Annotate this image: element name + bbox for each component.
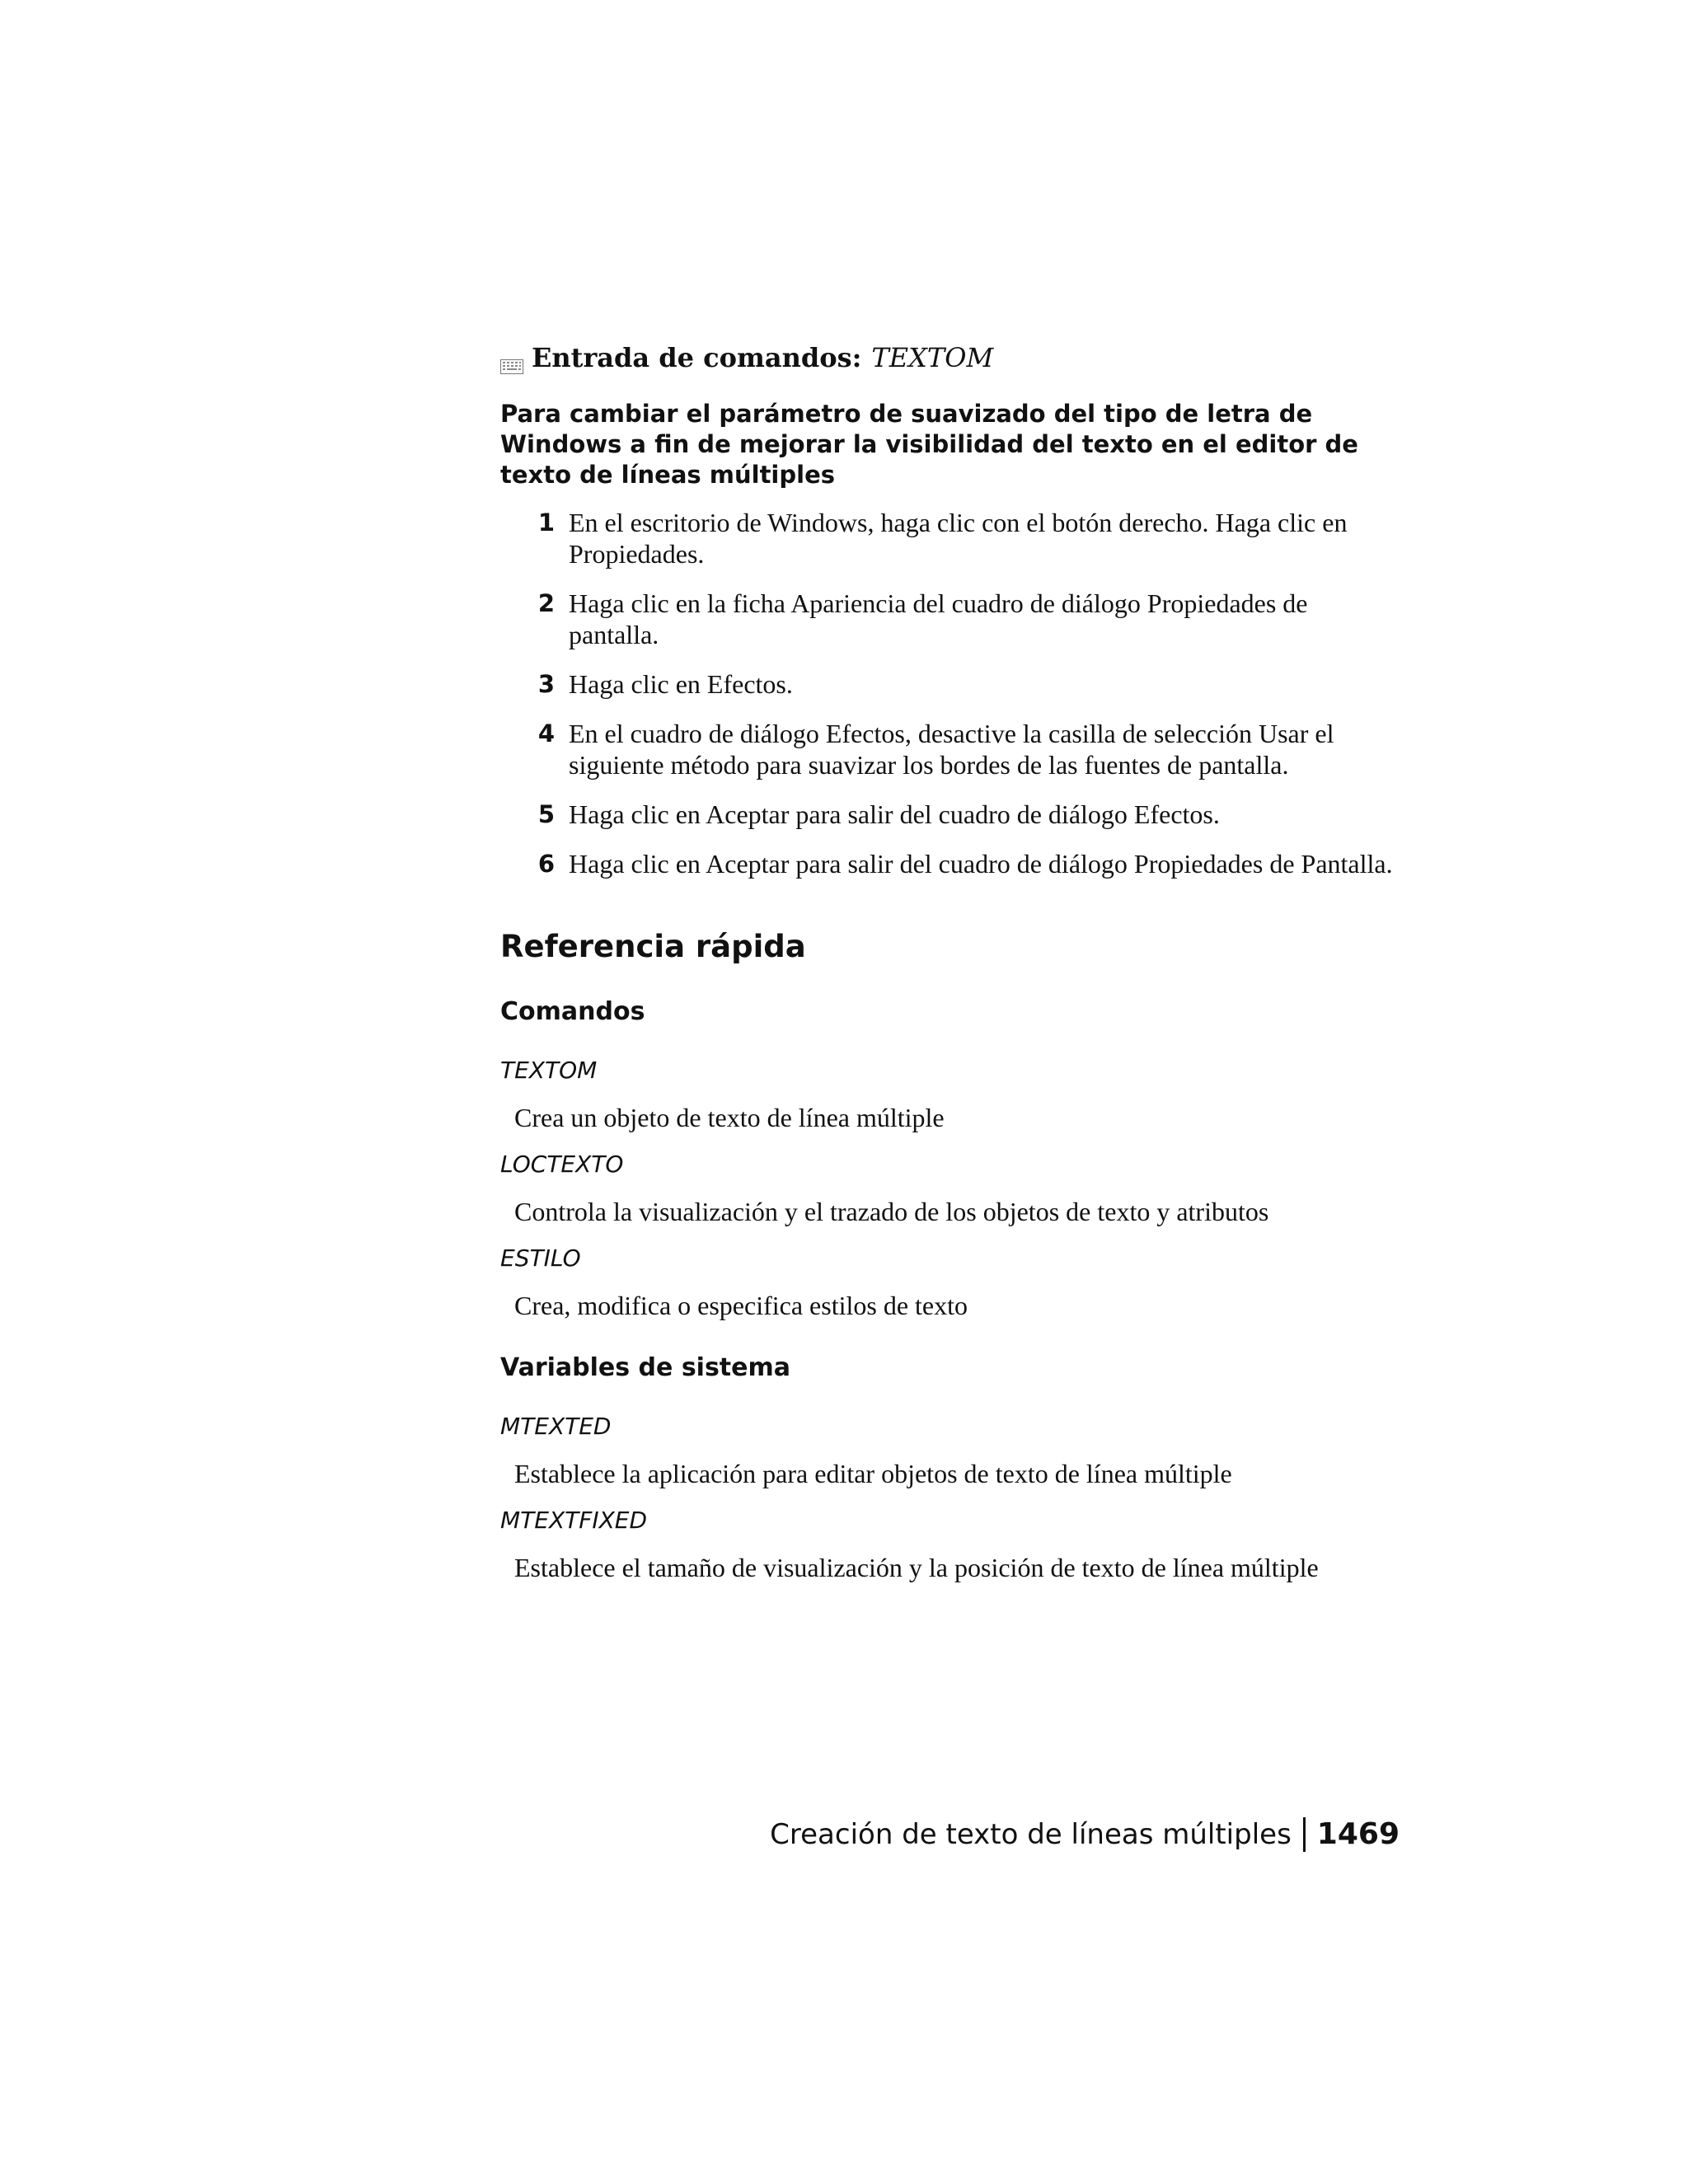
- command-term: ESTILO: [500, 1244, 581, 1272]
- variable-term: MTEXTFIXED: [500, 1507, 648, 1534]
- command-entry: [500, 341, 1399, 374]
- quick-reference-heading: Referencia rápida: [500, 929, 806, 964]
- step-text: En el cuadro de diálogo Efectos, desactive la casilla de selección Usar el siguiente método para suavizar los bordes de las fuentes de pantalla.: [569, 719, 1334, 780]
- page-content: [500, 341, 1399, 1600]
- step-item: [500, 799, 1399, 830]
- footer-section-title: Creación de texto de líneas múltiples: [770, 1818, 1292, 1851]
- command-term: LOCTEXTO: [500, 1151, 624, 1178]
- procedure-title: Para cambiar el parámetro de suavizado del tipo de letra de Windows a fin de mejorar la visibilidad del texto en el editor de texto de líneas múltiples: [500, 400, 1358, 489]
- step-text: Haga clic en Aceptar para salir del cuadro de diálogo Efectos.: [569, 799, 1220, 829]
- command-entry-label: Entrada de comandos:: [532, 342, 862, 373]
- step-number: 3: [537, 670, 555, 698]
- variable-term: MTEXTED: [500, 1413, 612, 1440]
- command-description: Controla la visualización y el trazado de los objetos de texto y atributos: [514, 1197, 1269, 1226]
- keyboard-icon: [500, 349, 523, 363]
- commands-heading: Comandos: [500, 997, 645, 1026]
- step-text: En el escritorio de Windows, haga clic con el botón derecho. Haga clic en Propiedades.: [569, 508, 1348, 569]
- variable-description: Establece el tamaño de visualización y la posición de texto de línea múltiple: [514, 1553, 1319, 1582]
- command-term: TEXTOM: [500, 1057, 598, 1084]
- page-number: 1469: [1316, 1817, 1400, 1851]
- procedure-steps: [500, 507, 1399, 879]
- command-description: Crea, modifica o especifica estilos de texto: [514, 1291, 968, 1320]
- step-item: [500, 668, 1399, 700]
- command-description: Crea un objeto de texto de línea múltiple: [514, 1103, 945, 1132]
- step-number: 2: [537, 589, 555, 617]
- step-text: Haga clic en la ficha Apariencia del cuadro de diálogo Propiedades de pantalla.: [569, 588, 1308, 649]
- footer-separator: [1303, 1817, 1306, 1852]
- step-text: Haga clic en Aceptar para salir del cuadro de diálogo Propiedades de Pantalla.: [569, 849, 1393, 879]
- page-footer: [770, 1816, 1400, 1853]
- step-item: [500, 507, 1399, 569]
- system-variables-list: [500, 1412, 1399, 1583]
- step-item: [500, 718, 1399, 780]
- step-text: Haga clic en Efectos.: [569, 669, 793, 699]
- step-item: [500, 588, 1399, 650]
- step-number: 6: [537, 850, 555, 878]
- system-variables-heading: Variables de sistema: [500, 1353, 791, 1382]
- step-number: 4: [537, 719, 555, 748]
- step-number: 5: [537, 800, 555, 828]
- variable-description: Establece la aplicación para editar objetos de texto de línea múltiple: [514, 1459, 1232, 1488]
- commands-list: [500, 1056, 1399, 1321]
- step-item: [500, 848, 1399, 879]
- step-number: 1: [537, 509, 555, 537]
- command-entry-value: TEXTOM: [871, 342, 994, 373]
